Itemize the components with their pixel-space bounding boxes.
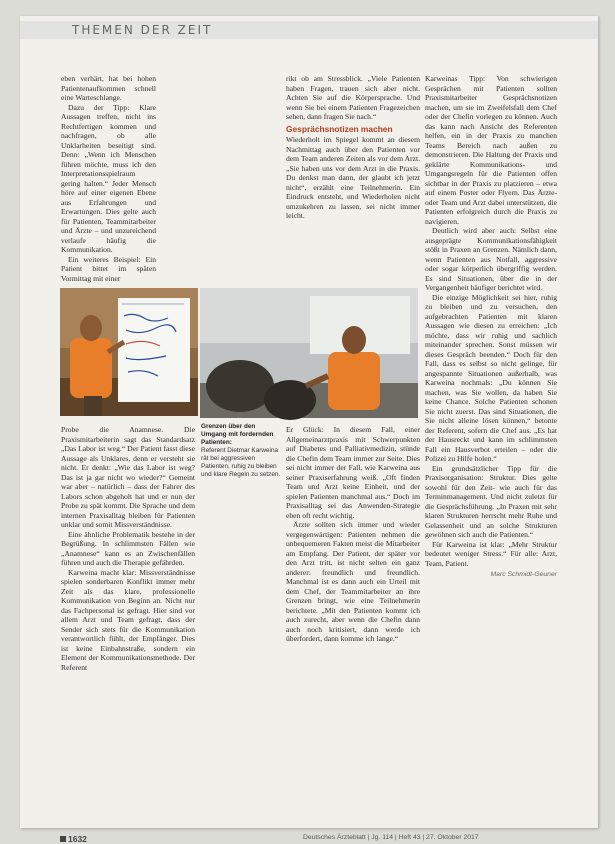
- paragraph: Dazu der Tipp: Klare Aussagen treffen, nicht ins Rechtfertigen kommen und nachfragen, ob alle Unklarheiten beseitigt sind. Denn: „Wenn ich Menschen führen möchte, muss ich den Interpretationsspielraum gering halten.“ Jeder Mensch höre auf einer eigenen Ebene aus Erfahrungen und Erwartungen. Dies gelte auch für Patienten, Teammitarbeiter und Ärzte – und unzureichend verlaufe häufig die Kommunikation.: [61, 102, 156, 254]
- section-label: THEMEN DER ZEIT: [72, 23, 213, 37]
- paragraph: Die einzige Möglichkeit sei hier, ruhig zu bleiben und zu versuchen, den aufgebrachten Patienten mit klaren Aussagen wie diesen zu erreichen: „Ich möchte, dass wir ruhig und sachlich miteinander sprechen. Sonst müssen wir dieses Gespräch beenden.“ Doch für den Fall, dass es selbst so nicht gelinge, für angespannte Situationen außerhalb, was Karweina nochmals: „Du können Sie machen, was Sie wollen, da haben Sie keine Chance. Solche Patienten schonen Sie nicht zuerst. Das sind Situationen, die Sie nicht alleine lösen können,“ betonte der Referent, sofern die Chef aus. „Es hat der Hausreckt und kann im schlimmsten Fall ein Hausverbot erteilen – oder die Polizei zu Hilfe holen.“: [425, 292, 557, 463]
- column-1-bottom: [61, 425, 195, 825]
- page-number-text: 1632: [68, 834, 87, 844]
- paragraph: Für Karweina ist klar: „Mehr Struktur bedeutet weniger Stress.“ Für alle: Arzt, Team, Patient.: [425, 539, 557, 568]
- paragraph: Wiederholt im Spiegel kommt an diesem Nachmittag auch über den Patienten vor dem Team anderen Zeiten als vor dem Arzt. „Sie haben uns vor dem Arzt in die Praxis. Du denkst man dann, der glaubt ich jetzt nicht“, erzählt eine Teilnehmerin. Ein Eindruck entsteht, und Wiederholen nicht umzukehren zu lassen, sei nicht immer leicht.: [286, 135, 420, 220]
- paragraph: Ein grundsätzlicher Tipp für die Praxisorganisation: Struktur. Dies gelte sowohl für den Zeit- wie auch für das Terminmanagement. Und nicht zuletzt für die Gesprächsführung. „In Praxen mit sehr klaren Strukturen herrscht mehr Ruhe und Gelassenheit und an solche Strukturen gewöhnen sich auch die Patienten.“: [425, 463, 557, 539]
- flipchart-photo-image: [60, 288, 198, 416]
- caption-body: Referent Dietmar Karweina rät bei aggressiven Patienten, ruhig zu bleiben und klare Regeln zu setzen.: [201, 447, 281, 478]
- paragraph: Ärzte sollten sich immer und wieder vergegenwärtigen: Patienten nehmen die unbequemeren Fakten meist die Mitarbeiter am Empfang. Der Patient, der später vor den Arzt tritt, ist nicht selten ein ganz anderer: freundlich und freundlich. Manchmal ist es dann auch ein Urteil mit dem Chef, der Teammitarbeiter an ihre Grenzen bringt, wie eine Teilnehmerin berichtete. „Mit den Patienten kommt ich auch zurecht, aber wenn die Chefin dann auch noch kritisiert, dann werde ich überfordert, dann komme ich lange.“: [286, 520, 420, 643]
- subheading: Gesprächsnotizen machen: [286, 123, 393, 134]
- paragraph: rikt ob am Stressblick. „Viele Patienten haben Fragen, trauen sich aber nicht. Achten Sie auf die Körpersprache. Und wenn Sie bei einem Patienten Fragezeichen sehen, dann fragen Sie nach.“: [286, 74, 420, 121]
- paragraph: Er Glück: In diesem Fall, einer Allgemeinarztpraxis mit Schwerpunkten auf Diabetes und Palliativmedizin, stünde die Chefin dem Team immer zur Seite. Dies sei nicht immer der Fall, wie Karweina aus seiner Praxiserfahrung weiß. „Oft finden Team und Arzt keine Einheit, und der spielen Patienten manchmal aus.“ Doch im Praxisalltag sei das Anwenden-Strategie eben oft recht wichtig.: [286, 425, 420, 520]
- caption-heading: Grenzen über den Umgang mit fordernden Patienten:: [201, 423, 274, 446]
- paragraph: Eine ähnliche Problematik bestehe in der Begrüßung. In schlimmsten Fällen wie „Anamnese“ kann es an Zwischenfällen führen und auch die Therapie gefährden.: [61, 529, 195, 567]
- journal-citation: Deutsches Ärzteblatt | Jg. 114 | Heft 43 | 27. Oktober 2017: [303, 834, 479, 841]
- column-1-top: [61, 74, 156, 283]
- paragraph: Karweinas Tipp: Von schwierigen Gesprächen mit Patienten sollten Praxismitarbeiter Gesprächsnotizen machen, um sie im Zweifelsfall dem Chef oder der Chefin vorlegen zu können. Auch das kann nach Ansicht des Referenten helfen, ein in der Praxis zu manchen Teams Bereich nach außen zu demonstrieren. Die Haltung der Praxis und geklärte Kommunikations- und Umgangsregeln für die Patienten offen sichtbar in der Praxis zu platzieren – etwa auf einem Poster oder Flyern. Das Ärzte- oder Team und Arzt dabei unterstützen, die Patienten erfolgreich durch die Praxis zu navigieren.: [425, 74, 557, 226]
- photo-presenter-audience: [200, 288, 418, 418]
- column-2-top: [286, 74, 420, 279]
- paragraph: Karweina macht klar: Missverständnisse spielen sonderbaren Konflikt immer mehr Zeit als das klare, professionelle Kommunikation von Beginn an. Nicht nur das Fachpersonal ist gefragt. Hier sind vor allem Arzt und Team gefragt, dass der Sender sich stets für die Kommunikation verantwortlich fühlt, der Empfänger. Dies ist keine Einbahnstraße, sondern ein Element der Kommunikationsmethode. Der Referent: [61, 567, 195, 672]
- audience-photo-image: [200, 288, 418, 418]
- byline: Marc Schmidt-Geuner: [490, 571, 557, 578]
- paragraph: Probe die Anamnese. Die Praxismitarbeiterin sagt das Standardsatz „Das Labor ist weg.“ Der Patient fasst diese Aussage als Unklares, denn er versteht sie nicht. Er denkt: „Wie das Labor ist weg? Das ist ja gar nicht wo wieder?“ Gemeint war aber – natürlich – dass der Fahrer des Labors schon abgeholt hat und er nun der Probe zu spät kommt. Die Sprache und dem internen Praxisalltag bleiben für Patienten unklar und somit Missverständnisse.: [61, 425, 195, 529]
- paragraph: Ein weiteres Beispiel: Ein Patient bittet im späten Vormittag mit einer: [61, 254, 156, 283]
- paragraph: eben verhärt, hat bei hohen Patientenaufkommen schnell eine Warteschlange.: [61, 74, 156, 102]
- page-number: [60, 834, 87, 844]
- column-3: [425, 74, 557, 816]
- folio-marker: [60, 836, 66, 842]
- column-2-bottom: [286, 425, 420, 825]
- photo-presenter-flipchart: [60, 288, 198, 416]
- photo-caption: [201, 423, 281, 479]
- paragraph: Deutlich wird aber auch: Selbst eine ausgeprägte Kommunikationsfähigkeit stößt in Praxen an Grenzen. Nämlich dann, wenn Patienten aus Notfall, aggressive oder sogar körperlich übergriffig werden. Es sind Situationen, über die in der Vergangenheit häufiger berichtet wird.: [425, 226, 557, 292]
- magazine-page: [20, 16, 598, 844]
